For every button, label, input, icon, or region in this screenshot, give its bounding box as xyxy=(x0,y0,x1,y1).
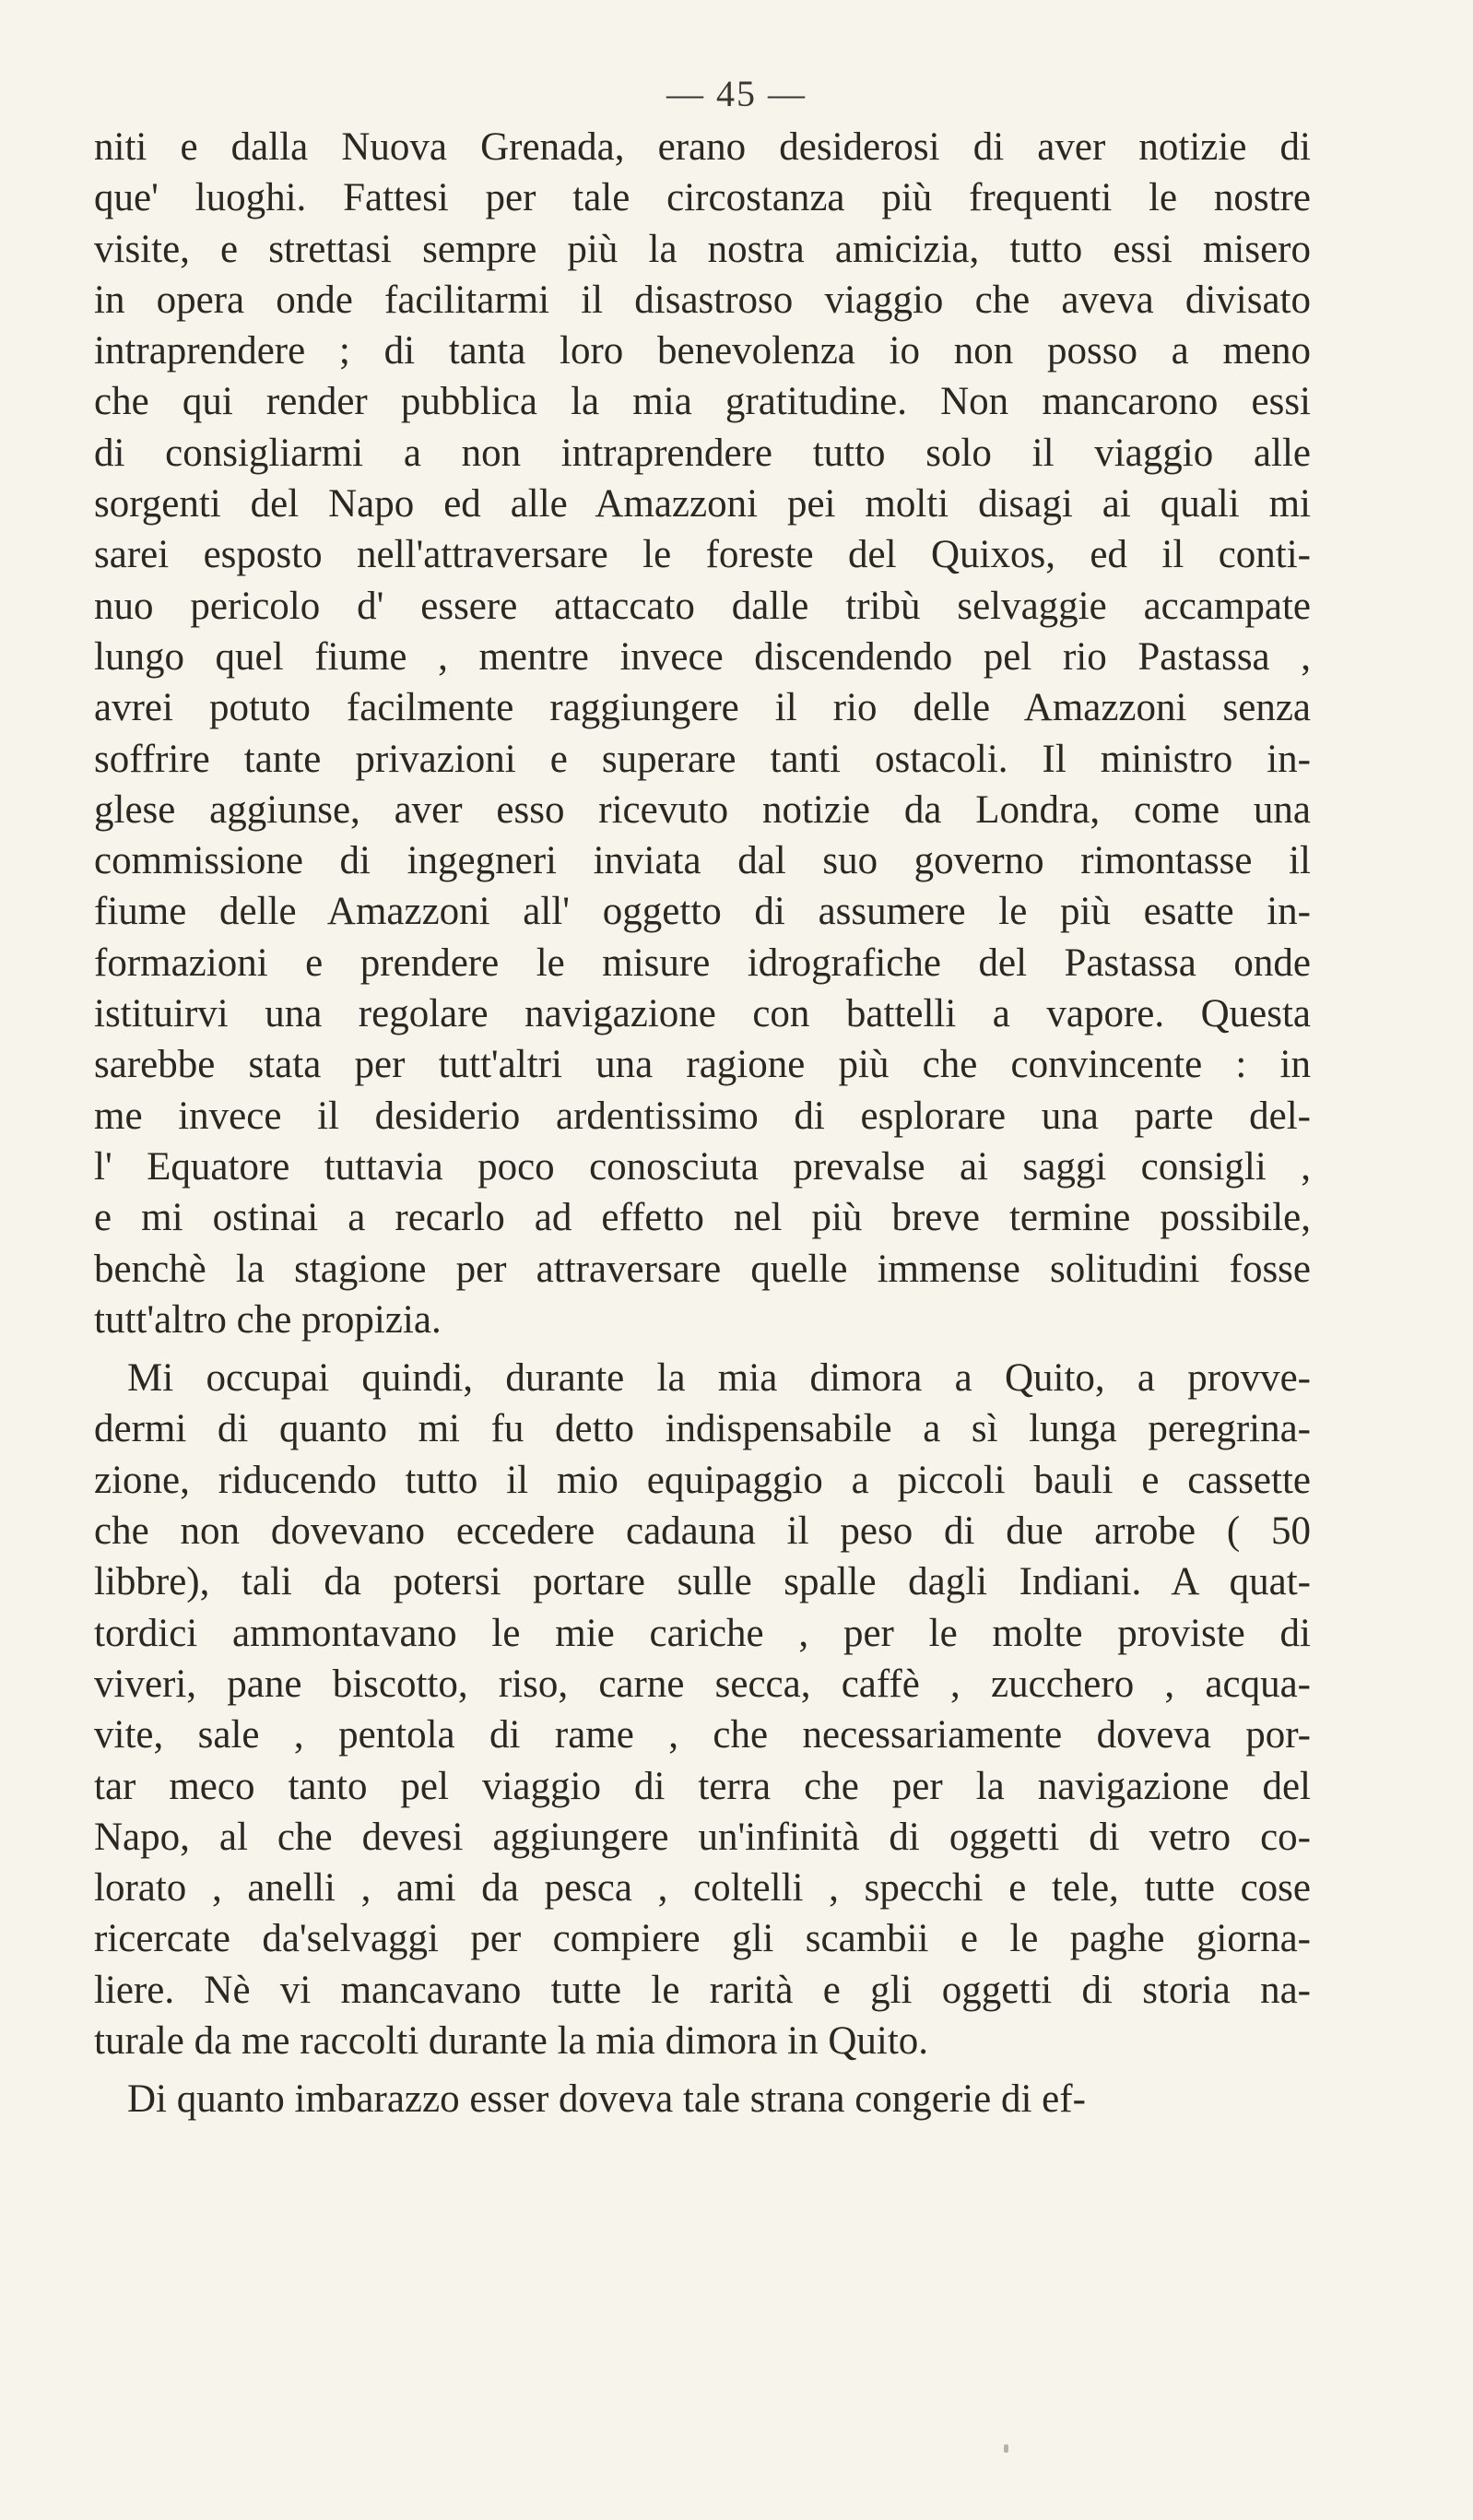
text-line: ricercate da'selvaggi per compiere gli scambii e le paghe giorna- xyxy=(94,1917,1311,1961)
text-line: nuo pericolo d' essere attaccato dalle tribù selvaggie accampate xyxy=(94,584,1311,628)
text-line: avrei potuto facilmente raggiungere il rio delle Amazzoni senza xyxy=(94,686,1311,730)
text-line: tordici ammontavano le mie cariche , per le molte proviste di xyxy=(94,1611,1311,1655)
text-line: glese aggiunse, aver esso ricevuto notizie da Londra, come una xyxy=(94,787,1311,832)
ink-speck xyxy=(1004,2444,1008,2453)
text-line: sarebbe stata per tutt'altri una ragione più che convincente : in xyxy=(94,1043,1311,1087)
text-line: lorato , anelli , ami da pesca , coltelli , specchi e tele, tutte cose xyxy=(94,1866,1311,1911)
text-line: fiume delle Amazzoni all' oggetto di assumere le più esatte in- xyxy=(94,890,1311,934)
text-line: commissione di ingegneri inviata dal suo governo rimontasse il xyxy=(94,839,1311,883)
text-line: vite, sale , pentola di rame , che necessariamente doveva por- xyxy=(94,1713,1311,1757)
text-line: sarei esposto nell'attraversare le foreste del Quixos, ed il conti- xyxy=(94,533,1311,577)
text-line: intraprendere ; di tanta loro benevolenza io non posso a meno xyxy=(94,329,1311,373)
text-line: niti e dalla Nuova Grenada, erano desiderosi di aver notizie di xyxy=(94,125,1311,169)
text-line: e mi ostinai a recarlo ad effetto nel più breve termine possibile, xyxy=(94,1196,1311,1240)
text-line: libbre), tali da potersi portare sulle spalle dagli Indiani. A quat- xyxy=(94,1560,1311,1604)
text-line: istituirvi una regolare navigazione con battelli a vapore. Questa xyxy=(94,992,1311,1036)
text-line: soffrire tante privazioni e superare tanti ostacoli. Il ministro in- xyxy=(94,737,1311,781)
text-line: che non dovevano eccedere cadauna il peso di due arrobe ( 50 xyxy=(94,1509,1311,1554)
text-line: in opera onde facilitarmi il disastroso viaggio che aveva divisato xyxy=(94,278,1311,322)
text-line: zione, riducendo tutto il mio equipaggio a piccoli bauli e cassette xyxy=(94,1458,1311,1502)
text-line: benchè la stagione per attraversare quelle immense solitudini fosse xyxy=(94,1247,1311,1291)
text-line: Napo, al che devesi aggiungere un'infinità di oggetti di vetro co- xyxy=(94,1815,1311,1859)
text-line: Mi occupai quindi, durante la mia dimora a Quito, a provve- xyxy=(127,1356,1311,1401)
text-line: di consigliarmi a non intraprendere tutto solo il viaggio alle xyxy=(94,431,1311,475)
text-line: turale da me raccolti durante la mia dimora in Quito. xyxy=(94,2018,929,2063)
text-line: me invece il desiderio ardentissimo di esplorare una parte del- xyxy=(94,1094,1311,1138)
text-line: formazioni e prendere le misure idrografiche del Pastassa onde xyxy=(94,941,1311,985)
text-line: que' luoghi. Fattesi per tale circostanza più frequenti le nostre xyxy=(94,176,1311,220)
text-line: tutt'altro che propizia. xyxy=(94,1297,442,1342)
paragraph xyxy=(94,2074,1311,2124)
text-line: visite, e strettasi sempre più la nostra amicizia, tutto essi misero xyxy=(94,227,1311,271)
body-text xyxy=(94,122,1311,2125)
text-line: Di quanto imbarazzo esser doveva tale strana congerie di ef- xyxy=(127,2077,1086,2122)
text-line: tar meco tanto pel viaggio di terra che per la navigazione del xyxy=(94,1764,1311,1808)
text-line: sorgenti del Napo ed alle Amazzoni pei molti disagi ai quali mi xyxy=(94,482,1311,526)
page-number: — 45 — xyxy=(666,73,807,114)
text-line: viveri, pane biscotto, riso, carne secca, caffè , zucchero , acqua- xyxy=(94,1662,1311,1706)
paragraph xyxy=(94,122,1311,1345)
text-line: dermi di quanto mi fu detto indispensabile a sì lunga peregrina- xyxy=(94,1407,1311,1451)
text-line: che qui render pubblica la mia gratitudine. Non mancarono essi xyxy=(94,380,1311,424)
text-line: l' Equatore tuttavia poco conosciuta prevalse ai saggi consigli , xyxy=(94,1144,1311,1189)
text-line: liere. Nè vi mancavano tutte le rarità e gli oggetti di storia na- xyxy=(94,1968,1311,2012)
paragraph xyxy=(94,1353,1311,2066)
text-line: lungo quel fiume , mentre invece discendendo pel rio Pastassa , xyxy=(94,634,1311,679)
